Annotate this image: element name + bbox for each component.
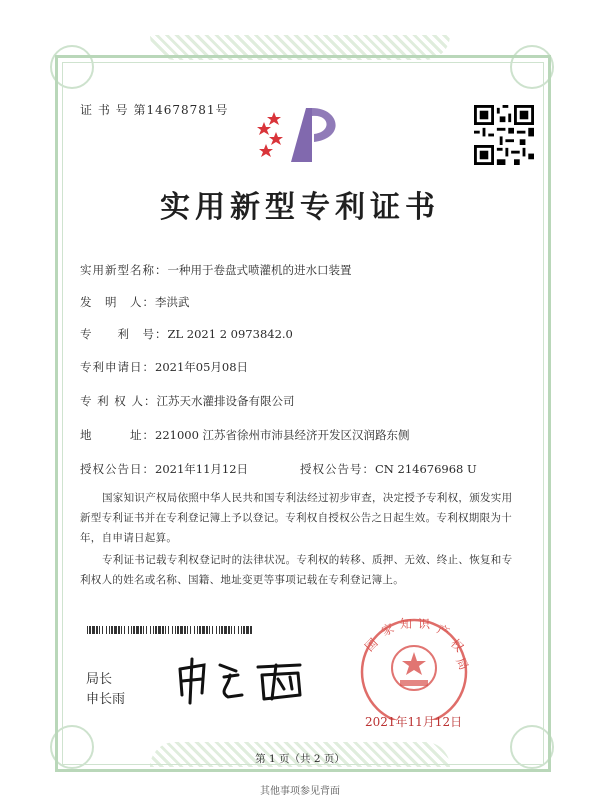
cnipa-logo bbox=[256, 100, 346, 172]
field-value: ZL 2021 2 0973842.0 bbox=[167, 327, 293, 341]
director-signature bbox=[172, 655, 312, 705]
field-value: 2021年05月08日 bbox=[155, 360, 249, 374]
field-patentee bbox=[80, 393, 294, 409]
field-grant-date bbox=[80, 461, 248, 477]
field-value: 李洪武 bbox=[155, 295, 190, 309]
field-label: 地 址： bbox=[80, 428, 155, 442]
field-label: 实用新型名称： bbox=[80, 263, 168, 277]
page-number: 第 1 页（共 2 页） bbox=[255, 753, 345, 765]
field-value: 江苏天水灌排设备有限公司 bbox=[156, 394, 295, 408]
field-label: 专利申请日： bbox=[80, 360, 155, 374]
field-label: 专 利 权 人： bbox=[80, 394, 157, 408]
svg-text:识: 识 bbox=[418, 617, 431, 631]
field-value: CN 214676968 U bbox=[375, 462, 477, 476]
legal-status-paragraph: 专利证书记载专利权登记时的法律状况。专利权的转移、质押、无效、终止、恢复和专利权人的姓名或名称、国籍、地址变更等事项记载在专利登记簿上。 bbox=[80, 554, 513, 586]
svg-text:国: 国 bbox=[362, 635, 381, 655]
field-utility-model-name bbox=[80, 262, 352, 278]
barcode bbox=[87, 626, 253, 634]
field-application-date bbox=[80, 359, 248, 375]
field-label: 发 明 人： bbox=[80, 295, 155, 309]
director-name: 申长雨 bbox=[86, 692, 126, 707]
svg-text:产: 产 bbox=[434, 622, 452, 640]
seal-date: 2021年11月12日 bbox=[365, 715, 463, 729]
qr-code-icon bbox=[474, 105, 534, 165]
field-label: 专 利 号： bbox=[80, 327, 168, 341]
page-title: 实用新型专利证书 bbox=[160, 190, 440, 225]
field-label: 授权公告日： bbox=[80, 462, 155, 476]
field-address bbox=[80, 427, 410, 443]
svg-text:权: 权 bbox=[447, 636, 467, 655]
field-value: 2021年11月12日 bbox=[155, 462, 249, 476]
director-title: 局长 bbox=[86, 672, 113, 687]
field-inventor bbox=[80, 294, 190, 310]
field-value: 一种用于卷盘式喷灌机的进水口装置 bbox=[167, 263, 352, 277]
field-value: 221000 江苏省徐州市沛县经济开发区汉润路东侧 bbox=[155, 428, 410, 442]
field-label: 授权公告号： bbox=[300, 462, 375, 476]
svg-text:家: 家 bbox=[379, 620, 397, 639]
footer-note: 其他事项参见背面 bbox=[260, 786, 340, 797]
certificate-number: 证 书 号 第14678781号 bbox=[80, 103, 229, 117]
field-patent-number bbox=[80, 326, 293, 342]
statement-paragraph: 国家知识产权局依照中华人民共和国专利法经过初步审查，决定授予专利权，颁发实用新型专利证书并在专利登记簿上予以登记。专利权自授权公告之日起生效。专利权期限为十年，自申请日起算。 bbox=[80, 492, 513, 544]
field-grant-number bbox=[300, 461, 477, 477]
official-seal bbox=[348, 610, 480, 720]
svg-text:知: 知 bbox=[400, 617, 413, 631]
svg-text:局: 局 bbox=[453, 655, 472, 673]
